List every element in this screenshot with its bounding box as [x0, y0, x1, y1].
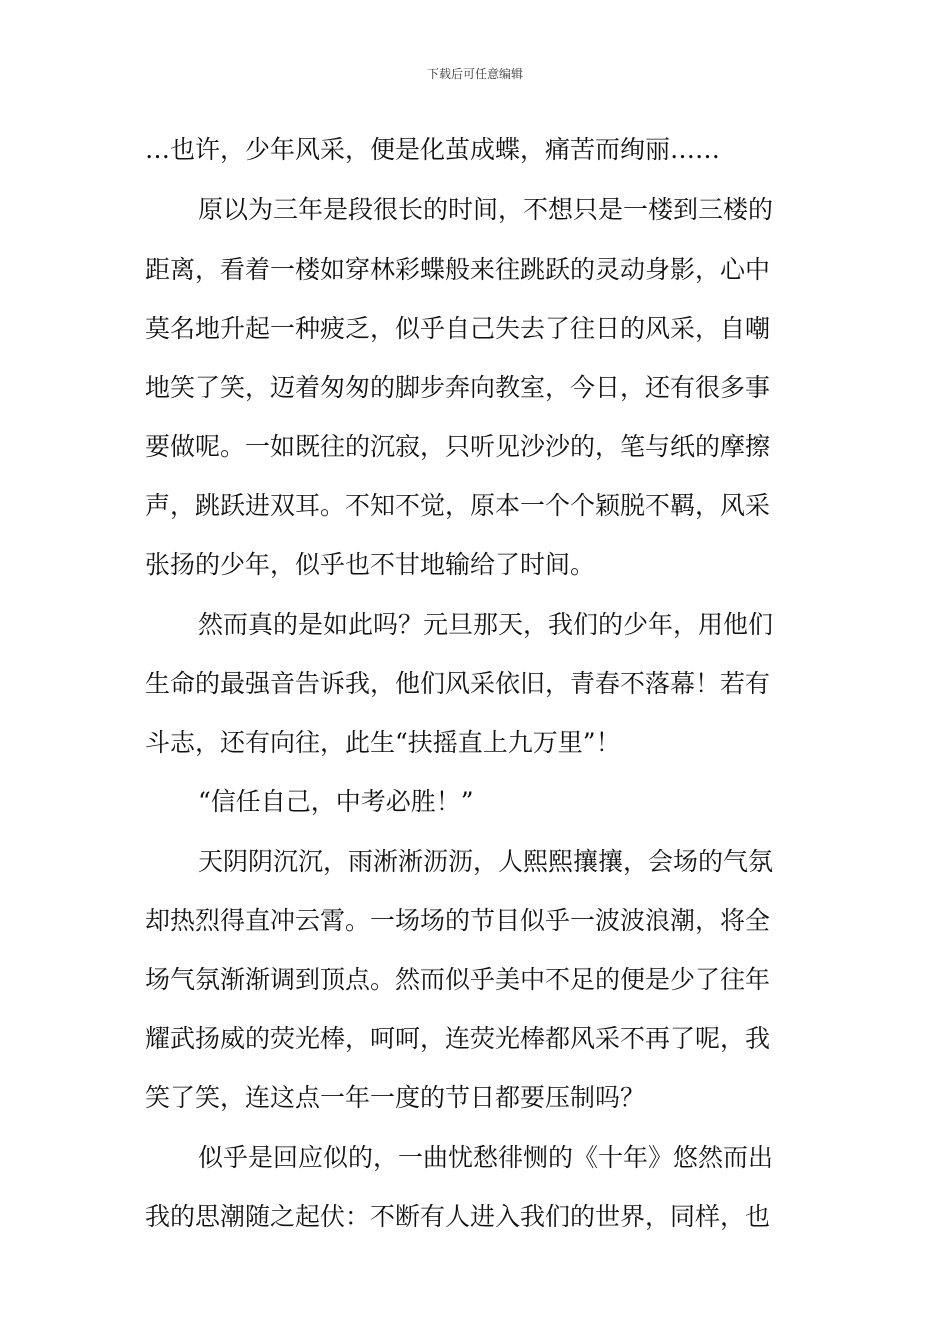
text-line: 距离，看着一楼如穿林彩蝶般来往跳跃的灵动身影，心中: [145, 255, 771, 284]
text-line: 生命的最强音告诉我，他们风采依旧，青春不落幕！若有: [145, 669, 771, 698]
text-line: 原以为三年是段很长的时间，不想只是一楼到三楼的: [198, 195, 774, 224]
page-header: 下载后可任意编辑: [426, 67, 523, 81]
text-line: 要做呢。一如既往的沉寂，只听见沙沙的，笔与纸的摩擦: [145, 432, 771, 461]
text-line: 斗志，还有向往，此生“扶摇直上九万里”！: [145, 728, 621, 757]
text-line: …也许，少年风采，便是化茧成蝶，痛苦而绚丽……: [145, 135, 721, 164]
text-line: “信任自己，中考必胜！”: [198, 787, 474, 816]
text-line: 场气氛渐渐调到顶点。然而似乎美中不足的便是少了往年: [145, 965, 771, 994]
text-line: 天阴阴沉沉，雨淅淅沥沥，人熙熙攘攘，会场的气氛: [198, 847, 774, 876]
text-line: 耀武扬威的荧光棒，呵呵，连荧光棒都风采不再了呢，我: [145, 1024, 771, 1053]
text-line: 然而真的是如此吗？元旦那天，我们的少年，用他们: [198, 610, 774, 639]
text-line: 我的思潮随之起伏：不断有人进入我们的世界，同样，也: [145, 1202, 771, 1231]
text-line: 莫名地升起一种疲乏，似乎自己失去了往日的风采，自嘲: [145, 314, 771, 343]
text-line: 张扬的少年，似乎也不甘地输给了时间。: [145, 550, 596, 579]
text-line: 似乎是回应似的，一曲忧愁徘恻的《十年》悠然而出: [198, 1143, 774, 1172]
text-line: 笑了笑，连这点一年一度的节日都要压制吗？: [145, 1083, 646, 1112]
text-line: 声，跳跃进双耳。不知不觉，原本一个个颖脱不羁，风采: [145, 491, 771, 520]
text-line: 却热烈得直冲云霄。一场场的节目似乎一波波浪潮，将全: [145, 906, 771, 935]
text-line: 地笑了笑，迈着匆匆的脚步奔向教室，今日，还有很多事: [145, 373, 771, 402]
